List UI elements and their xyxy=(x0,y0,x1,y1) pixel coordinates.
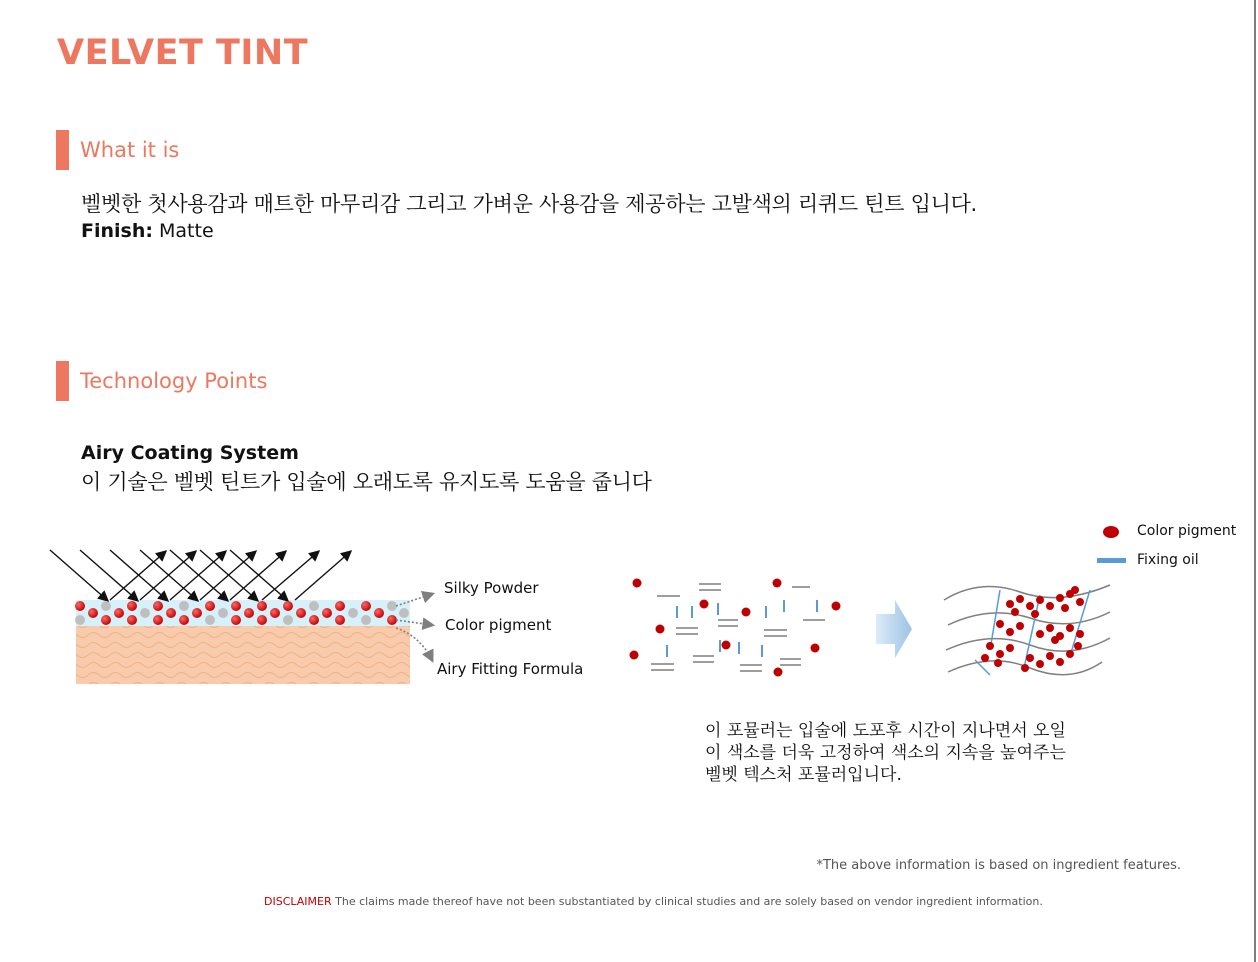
polymer-line: 이 포뮬러는 입술에 도포후 시간이 지나면서 오일 xyxy=(705,721,1066,741)
finish-line xyxy=(81,220,214,242)
ingredient-footnote: *The above information is based on ingredient features. xyxy=(816,858,1181,873)
label-silky-powder: Silky Powder xyxy=(444,579,539,597)
section-heading: What it is xyxy=(80,138,180,162)
oil-scattered xyxy=(651,584,825,671)
skin-layer xyxy=(76,624,410,684)
section-heading: Technology Points xyxy=(80,369,268,393)
disclaimer-keyword: DISCLAIMER xyxy=(264,895,332,908)
label-color-pigment: Color pigment xyxy=(445,616,552,634)
coating-layer xyxy=(76,600,410,626)
legend-pigment-label: Color pigment xyxy=(1137,523,1237,539)
product-description: 벨벳한 첫사용감과 매트한 마무리감 그리고 가벼운 사용감을 제공하는 고발색의 리퀴드 틴트 입니다. xyxy=(81,192,977,216)
polymer-line: 이 색소를 더욱 고정하여 색소의 지속을 높여주는 xyxy=(705,743,1066,763)
system-description: 이 기술은 벨벳 틴트가 입술에 오래도록 유지도록 도움을 줍니다 xyxy=(81,470,652,494)
page-title: VELVET TINT xyxy=(57,33,309,73)
transition-arrow xyxy=(876,600,912,658)
fixed-network xyxy=(944,585,1110,675)
polymer-line: 벨벳 텍스처 포뮬러입니다. xyxy=(705,765,902,785)
finish-value: Matte xyxy=(152,220,214,242)
section-accent-bar xyxy=(56,130,69,170)
legend-oil-label: Fixing oil xyxy=(1137,552,1199,568)
technology-diagram xyxy=(0,520,1258,720)
page-border xyxy=(1254,0,1256,962)
pigment-scattered xyxy=(630,579,841,677)
section-accent-bar xyxy=(56,361,69,401)
polymer-description xyxy=(705,720,1125,786)
system-title: Airy Coating System xyxy=(81,442,299,464)
legend-oil-icon xyxy=(1097,558,1126,563)
disclaimer-text: The claims made thereof have not been substantiated by clinical studies and are solely based on vendor ingredient information. xyxy=(331,895,1043,908)
legend-pigment-icon xyxy=(1103,526,1119,538)
label-airy-fitting: Airy Fitting Formula xyxy=(437,660,584,678)
disclaimer xyxy=(264,895,1043,908)
light-rays xyxy=(50,550,350,600)
finish-label: Finish: xyxy=(81,220,153,242)
